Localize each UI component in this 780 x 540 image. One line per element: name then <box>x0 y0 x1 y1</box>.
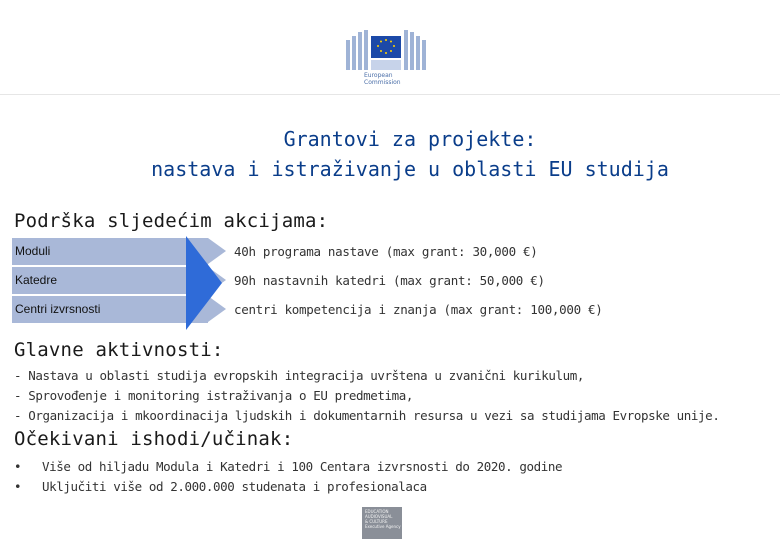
support-heading: Podrška sljedećim akcijama: <box>14 210 329 232</box>
support-row-label: Katedre <box>12 267 208 294</box>
activity-line: - Organizacija i mkoordinacija ljudskih i dokumentarnih resursa u vezi sa studijama Evropske unije. <box>14 408 720 423</box>
activity-line: - Sprovođenje i monitoring istraživanja o EU predmetima, <box>14 388 414 403</box>
title-line-2: nastava i istraživanje u oblasti EU studija <box>151 157 669 181</box>
activities-heading: Glavne aktivnosti: <box>14 339 224 361</box>
support-row-value: 90h nastavnih katedri (max grant: 50,000 €) <box>234 273 545 288</box>
activities-list <box>14 366 719 426</box>
support-row-label: Moduli <box>12 238 208 265</box>
eacea-logo <box>362 507 402 539</box>
outcome-text: Uključiti više od 2.000.000 studenata i profesionalaca <box>42 479 427 494</box>
ec-building-icon <box>344 22 428 74</box>
european-commission-logo <box>340 14 440 94</box>
header-divider <box>0 94 780 95</box>
outcomes-heading: Očekivani ishodi/učinak: <box>14 428 294 450</box>
support-row-value: centri kompetencija i znanja (max grant: 100,000 €) <box>234 302 603 317</box>
support-row-label: Centri izvrsnosti <box>12 296 208 323</box>
support-row-value: 40h programa nastave (max grant: 30,000 €) <box>234 244 538 259</box>
bullet-icon: • <box>14 479 22 494</box>
ec-logo-text: European Commission <box>364 72 401 86</box>
slide-title <box>40 124 780 184</box>
support-rows <box>12 238 772 325</box>
eacea-logo-text: EDUCATION AUDIOVISUAL & CULTURE Executive Agency <box>365 509 401 529</box>
support-row <box>12 238 772 265</box>
title-line-1: Grantovi za projekte: <box>283 127 537 151</box>
outcome-text: Više od hiljadu Modula i Katedri i 100 Centara izvrsnosti do 2020. godine <box>42 459 563 474</box>
blue-arrow-icon <box>186 236 222 330</box>
activity-line: - Nastava u oblasti studija evropskih integracija uvrštena u zvanični kurikulum, <box>14 368 585 383</box>
support-row <box>12 267 772 294</box>
support-row <box>12 296 772 323</box>
bullet-icon: • <box>14 459 22 474</box>
